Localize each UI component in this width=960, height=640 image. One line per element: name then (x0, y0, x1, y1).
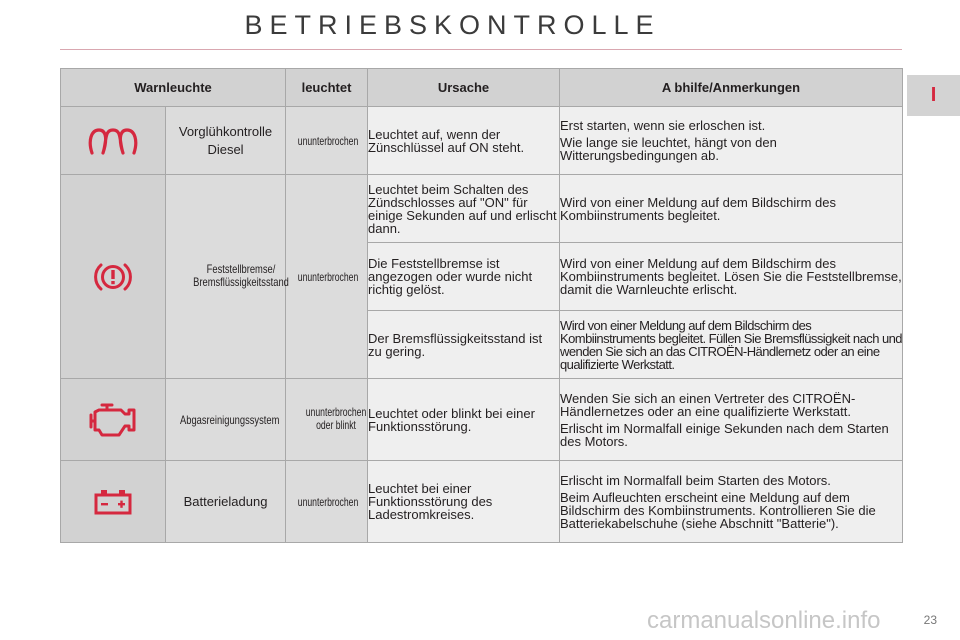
state-label: ununterbrochen (297, 269, 359, 284)
engine-check-icon (88, 400, 138, 440)
brake-warning-icon (93, 261, 133, 293)
icon-cell (61, 379, 166, 461)
icon-cell (61, 461, 166, 543)
cause-cell: Der Bremsflüssigkeitsstand ist zu gering. (368, 311, 560, 379)
note-cell: Wird von einer Meldung auf dem Bildschirm des Kombiinstruments begleitet. Füllen Sie Bremsflüssigkeit nach und wenden Sie sich an das CITROËN-Händlernetz oder an eine qualifizierte Werkstatt. (560, 311, 903, 379)
cause-cell: Leuchtet beim Schalten des Zündschlosses auf "ON" für einige Sekunden auf und erlischt dann. (368, 175, 560, 243)
table-row (61, 107, 903, 175)
battery-icon (93, 488, 133, 516)
state-label: ununterbrochen (297, 133, 359, 148)
warning-name: Feststellbremse/ Bremsflüssigkeitsstand (193, 261, 289, 289)
note-cell (560, 379, 903, 461)
note-cell: Wird von einer Meldung auf dem Bildschirm des Kombiinstruments begleitet. Lösen Sie die Feststellbremse, damit die Warnleuchte erlischt. (560, 243, 903, 311)
cause-cell: Die Feststellbremse ist angezogen oder wurde nicht richtig gelöst. (368, 243, 560, 311)
table-row (61, 379, 903, 461)
note-text: Wie lange sie leuchtet, hängt von den Witterungsbedingungen ab. (560, 135, 777, 163)
page-title: BETRIEBSKONTROLLE (244, 10, 661, 40)
note-text: Wenden Sie sich an einen Vertreter des CITROËN-Händlernetzes oder an eine qualifizierte Werkstatt. (560, 390, 856, 419)
title-divider (60, 49, 902, 50)
state-label: ununterbrochen (297, 494, 359, 509)
state-cell (286, 461, 368, 543)
note-text: Erlischt im Normalfall einige Sekunden nach dem Starten des Motors. (560, 420, 889, 449)
header-abhilfe: A bhilfe/Anmerkungen (560, 69, 903, 107)
page-number: 23 (923, 613, 937, 627)
watermark: carmanualsonline.info (647, 607, 881, 634)
warning-name-cell (166, 107, 286, 175)
header-warnleuchte: Warnleuchte (61, 69, 286, 107)
glow-plug-icon (88, 125, 138, 157)
table-header-row (61, 69, 903, 107)
table-row (61, 175, 903, 243)
note-text: Erlischt im Normalfall beim Starten des Motors. (560, 472, 831, 488)
header-leuchtet: leuchtet (286, 69, 368, 107)
icon-cell (61, 107, 166, 175)
warning-name-cell (166, 461, 286, 543)
state-cell (286, 175, 368, 379)
warning-name-cell (166, 175, 289, 379)
cause-cell: Leuchtet bei einer Funktionsstörung des Ladestromkreises. (368, 461, 560, 543)
warning-name: Abgasreinigungssystem (180, 412, 280, 427)
state-cell (286, 107, 368, 175)
note-cell: Wird von einer Meldung auf dem Bildschirm des Kombiinstruments begleitet. (560, 175, 903, 243)
note-cell (560, 107, 903, 175)
state-label: ununterbrochen oder blinkt (305, 404, 367, 432)
note-cell (560, 461, 903, 543)
warning-name-cell (166, 379, 286, 461)
note-text: Beim Aufleuchten erscheint eine Meldung auf dem Bildschirm des Kombiinstruments. Kontrollieren Sie die Batteriekabelschuhe (siehe Abschnitt "Batterie"). (560, 489, 876, 531)
warning-lights-table (60, 68, 903, 543)
chapter-tab[interactable]: I (907, 75, 960, 116)
header-ursache: Ursache (368, 69, 560, 107)
state-cell (286, 379, 368, 461)
icon-cell (61, 175, 166, 379)
warning-name: Vorglühkontrolle Diesel (178, 123, 273, 157)
table-row (61, 461, 903, 543)
cause-cell: Leuchtet auf, wenn der Zünschlüssel auf ON steht. (368, 107, 560, 175)
warning-name: Batterieladung (183, 493, 268, 509)
note-text: Erst starten, wenn sie erloschen ist. (560, 118, 766, 133)
cause-cell: Leuchtet oder blinkt bei einer Funktionsstörung. (368, 379, 560, 461)
